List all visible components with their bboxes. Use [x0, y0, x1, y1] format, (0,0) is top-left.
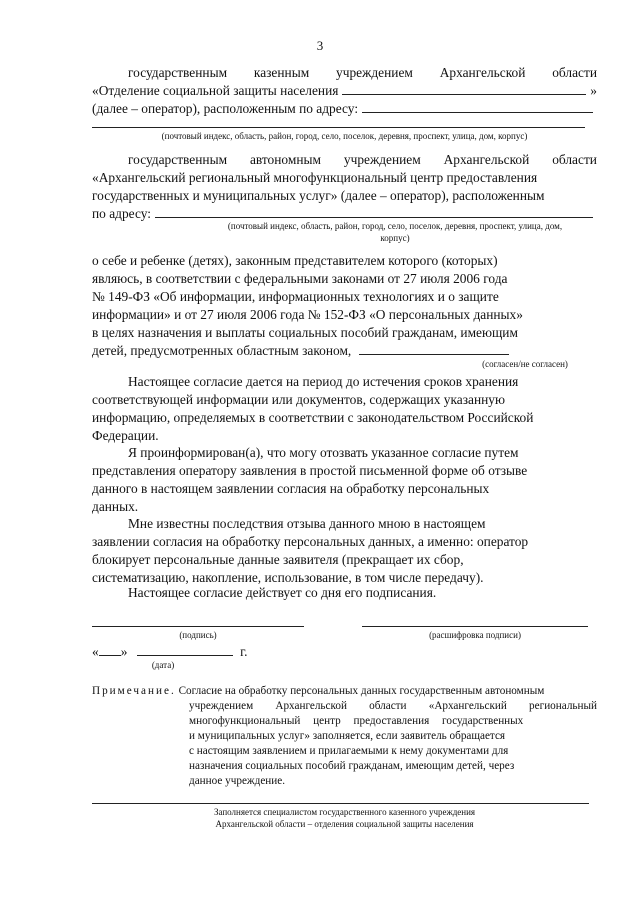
address-note: (почтовый индекс, область, район, город, село, поселок, деревня, проспект, улица, дом, корпус) [161, 131, 528, 141]
text-line: № 149-ФЗ «Об информации, информационных технологиях и о защите [92, 289, 499, 304]
day-field[interactable] [99, 643, 121, 656]
footer-divider [92, 803, 589, 804]
operator-mfc-block [92, 151, 597, 223]
text-line: Настоящее согласие действует со дня его подписания. [128, 585, 437, 600]
text-line: Настоящее согласие дается на период до истечения сроков хранения [128, 374, 519, 389]
operator-address-field[interactable] [362, 100, 593, 113]
date-close-quote: » [120, 644, 128, 659]
text-line: соответствующей информации или документов, содержащих указанную [92, 392, 506, 407]
text-line: представления оператору заявления в простой письменной форме об отзыве [92, 463, 528, 478]
text-line: в целях назначения и выплаты социальных пособий гражданам, имеющим [92, 325, 518, 340]
text-line: государственных и муниципальных услуг» (далее – оператор), расположенным [92, 188, 545, 203]
text-line: Мне известны последствия отзыва данного мною в настоящем [128, 516, 486, 531]
footer-line-1: Заполняется специалистом государственного казенного учреждения [213, 807, 476, 817]
mfc-address-field[interactable] [155, 205, 593, 218]
text-line: детей, предусмотренных областным законом, [92, 342, 597, 360]
text-line: информации» и от 27 июля 2006 года № 152-ФЗ «О персональных данных» [92, 307, 523, 322]
text-line: государственным казенным учреждением Архангельской области [128, 65, 597, 80]
note-line: учреждением Архангельской области «Архангельский региональный [189, 700, 597, 712]
text-line: государственным автономным учреждением Архангельской области [128, 152, 597, 167]
signature-line[interactable] [92, 626, 304, 627]
date-open-quote: « [92, 644, 99, 659]
text-line: заявлении согласия на обработку персональных данных, а именно: оператор [92, 534, 529, 549]
note-first-line: Примечание. Согласие на обработку персональных данных государственным автономным [92, 685, 545, 697]
consent-field[interactable] [359, 342, 509, 355]
text-line: данных. [92, 499, 139, 514]
address-note-2: корпус) [380, 233, 410, 243]
text-line: являюсь, в соответствии с федеральными законами от 27 июля 2006 года [92, 271, 508, 286]
note-line: многофункциональный центр предоставления государственных [189, 715, 524, 727]
date-label: (дата) [151, 660, 175, 670]
department-name-field[interactable] [342, 82, 586, 95]
text-line: о себе и ребенке (детях), законным представителем которого (которых) [92, 253, 498, 268]
note-line: назначения социальных пособий гражданам, имеющим детей, через [189, 760, 515, 772]
text-line: информацию, определяемых в соответствии с законодательством Российской [92, 410, 534, 425]
signature-label: (подпись) [179, 630, 217, 640]
text-line: по адресу: [92, 205, 597, 223]
note-heading: Примечание. [92, 685, 176, 697]
text-line: данного в настоящем заявлении согласия на обработку персональных [92, 481, 490, 496]
text-line: (далее – оператор), расположенным по адресу: [92, 100, 597, 118]
note-line: и муниципальных услуг» заполняется, если заявитель обращается [189, 730, 506, 742]
text-line: блокирует персональные данные заявителя (прекращает их сбор, [92, 552, 464, 567]
address-note-1: (почтовый индекс, область, район, город, село, поселок, деревня, проспект, улица, дом, [227, 221, 563, 231]
year-suffix: г. [240, 644, 248, 659]
date-row [92, 643, 247, 661]
consent-note: (согласен/не согласен) [482, 359, 568, 369]
text-line: «Отделение социальной защиты населения » [92, 83, 597, 98]
note-block [92, 684, 597, 789]
decoding-label: (расшифровка подписи) [429, 630, 521, 640]
text-line: Федерации. [92, 428, 159, 443]
note-line: данное учреждение. [189, 775, 286, 787]
decoding-line[interactable] [362, 626, 588, 627]
text-line: систематизацию, накопление, использование, в том числе передачу). [92, 570, 484, 585]
note-line: с настоящим заявлением и прилагаемыми к нему документами для [189, 745, 509, 757]
operator-kazennoe-block [92, 64, 597, 118]
text-line: Я проинформирован(а), что могу отозвать указанное согласие путем [128, 445, 519, 460]
validity-paragraph [92, 584, 597, 602]
consequences-paragraph [92, 515, 597, 587]
month-year-field[interactable] [137, 643, 233, 656]
period-paragraph [92, 373, 597, 445]
footer-line-2: Архангельской области – отделения социальной защиты населения [215, 819, 474, 829]
address-line[interactable] [92, 127, 585, 128]
subject-block [92, 252, 597, 360]
text-line: «Архангельский региональный многофункциональный центр предоставления [92, 170, 538, 185]
page-number: 3 [316, 38, 324, 53]
inform-paragraph [92, 444, 597, 516]
